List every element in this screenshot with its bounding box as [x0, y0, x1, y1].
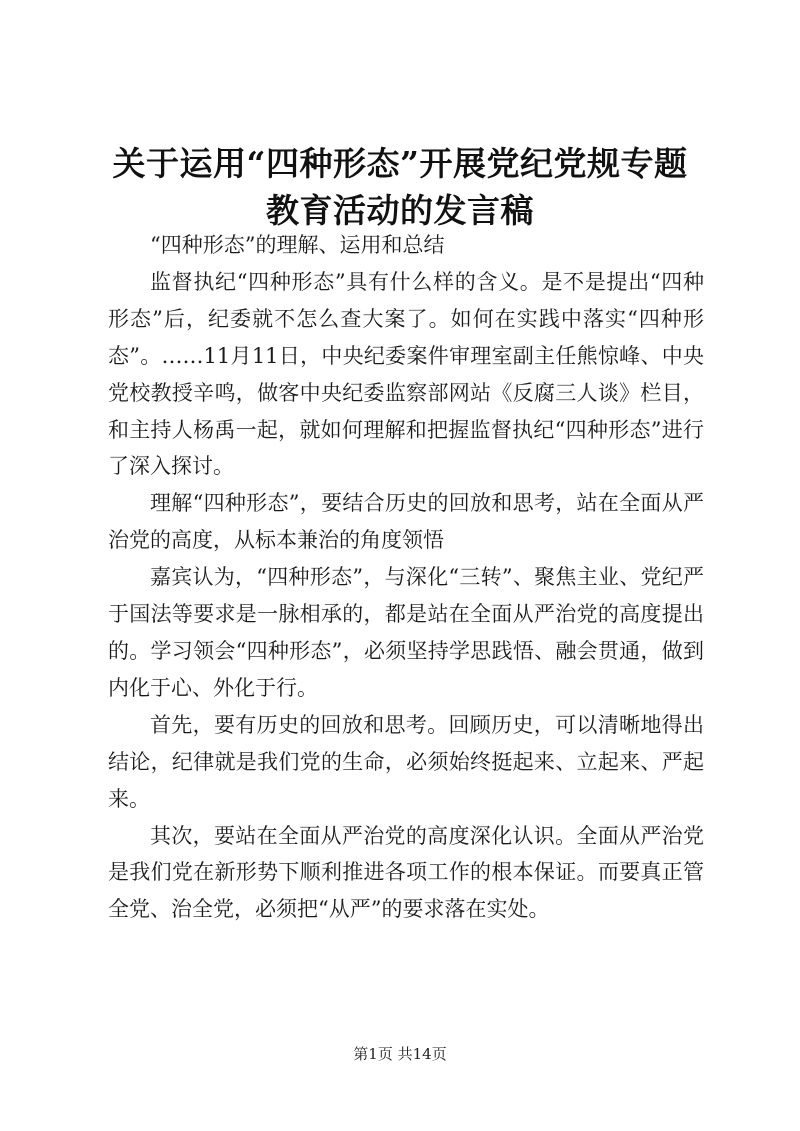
- paragraph: 监督执纪“四种形态”具有什么样的含义。是不是提出“四种形态”后，纪委就不怎么查大案了。如何在实践中落实“四种形态”。……11月11日，中央纪委案件审理室副主任熊惊峰、中央党校教授辛鸣，做客中央纪委监察部网站《反腐三人谈》栏目，和主持人杨禹一起，就如何理解和把握监督执纪“四种形态”进行了深入探讨。: [108, 269, 704, 479]
- paragraph: 其次，要站在全面从严治党的高度深化认识。全面从严治党是我们党在新形势下顺利推进各项工作的根本保证。而要真正管全党、治全党，必须把“从严”的要求落在实处。: [108, 823, 704, 922]
- paragraph: 首先，要有历史的回放和思考。回顾历史，可以清晰地得出结论，纪律就是我们党的生命，必须始终挺起来、立起来、严起来。: [108, 712, 704, 811]
- paragraph: 理解“四种形态”，要结合历史的回放和思考，站在全面从严治党的高度，从标本兼治的角度领悟: [108, 491, 704, 553]
- paragraph: 嘉宾认为，“四种形态”，与深化“三转”、聚焦主业、党纪严于国法等要求是一脉相承的，都是站在全面从严治党的高度提出的。学习领会“四种形态”，必须坚持学思践悟、融会贯通，做到内化于心、外化于行。: [108, 565, 704, 700]
- document-title: 关于运用“四种形态”开展党纪党规专题教育活动的发言稿: [112, 144, 688, 230]
- paragraph-subheading: “四种形态”的理解、运用和总结: [150, 233, 445, 257]
- document-body: [108, 227, 704, 928]
- page-number-footer: 第1页 共14页: [353, 1045, 447, 1063]
